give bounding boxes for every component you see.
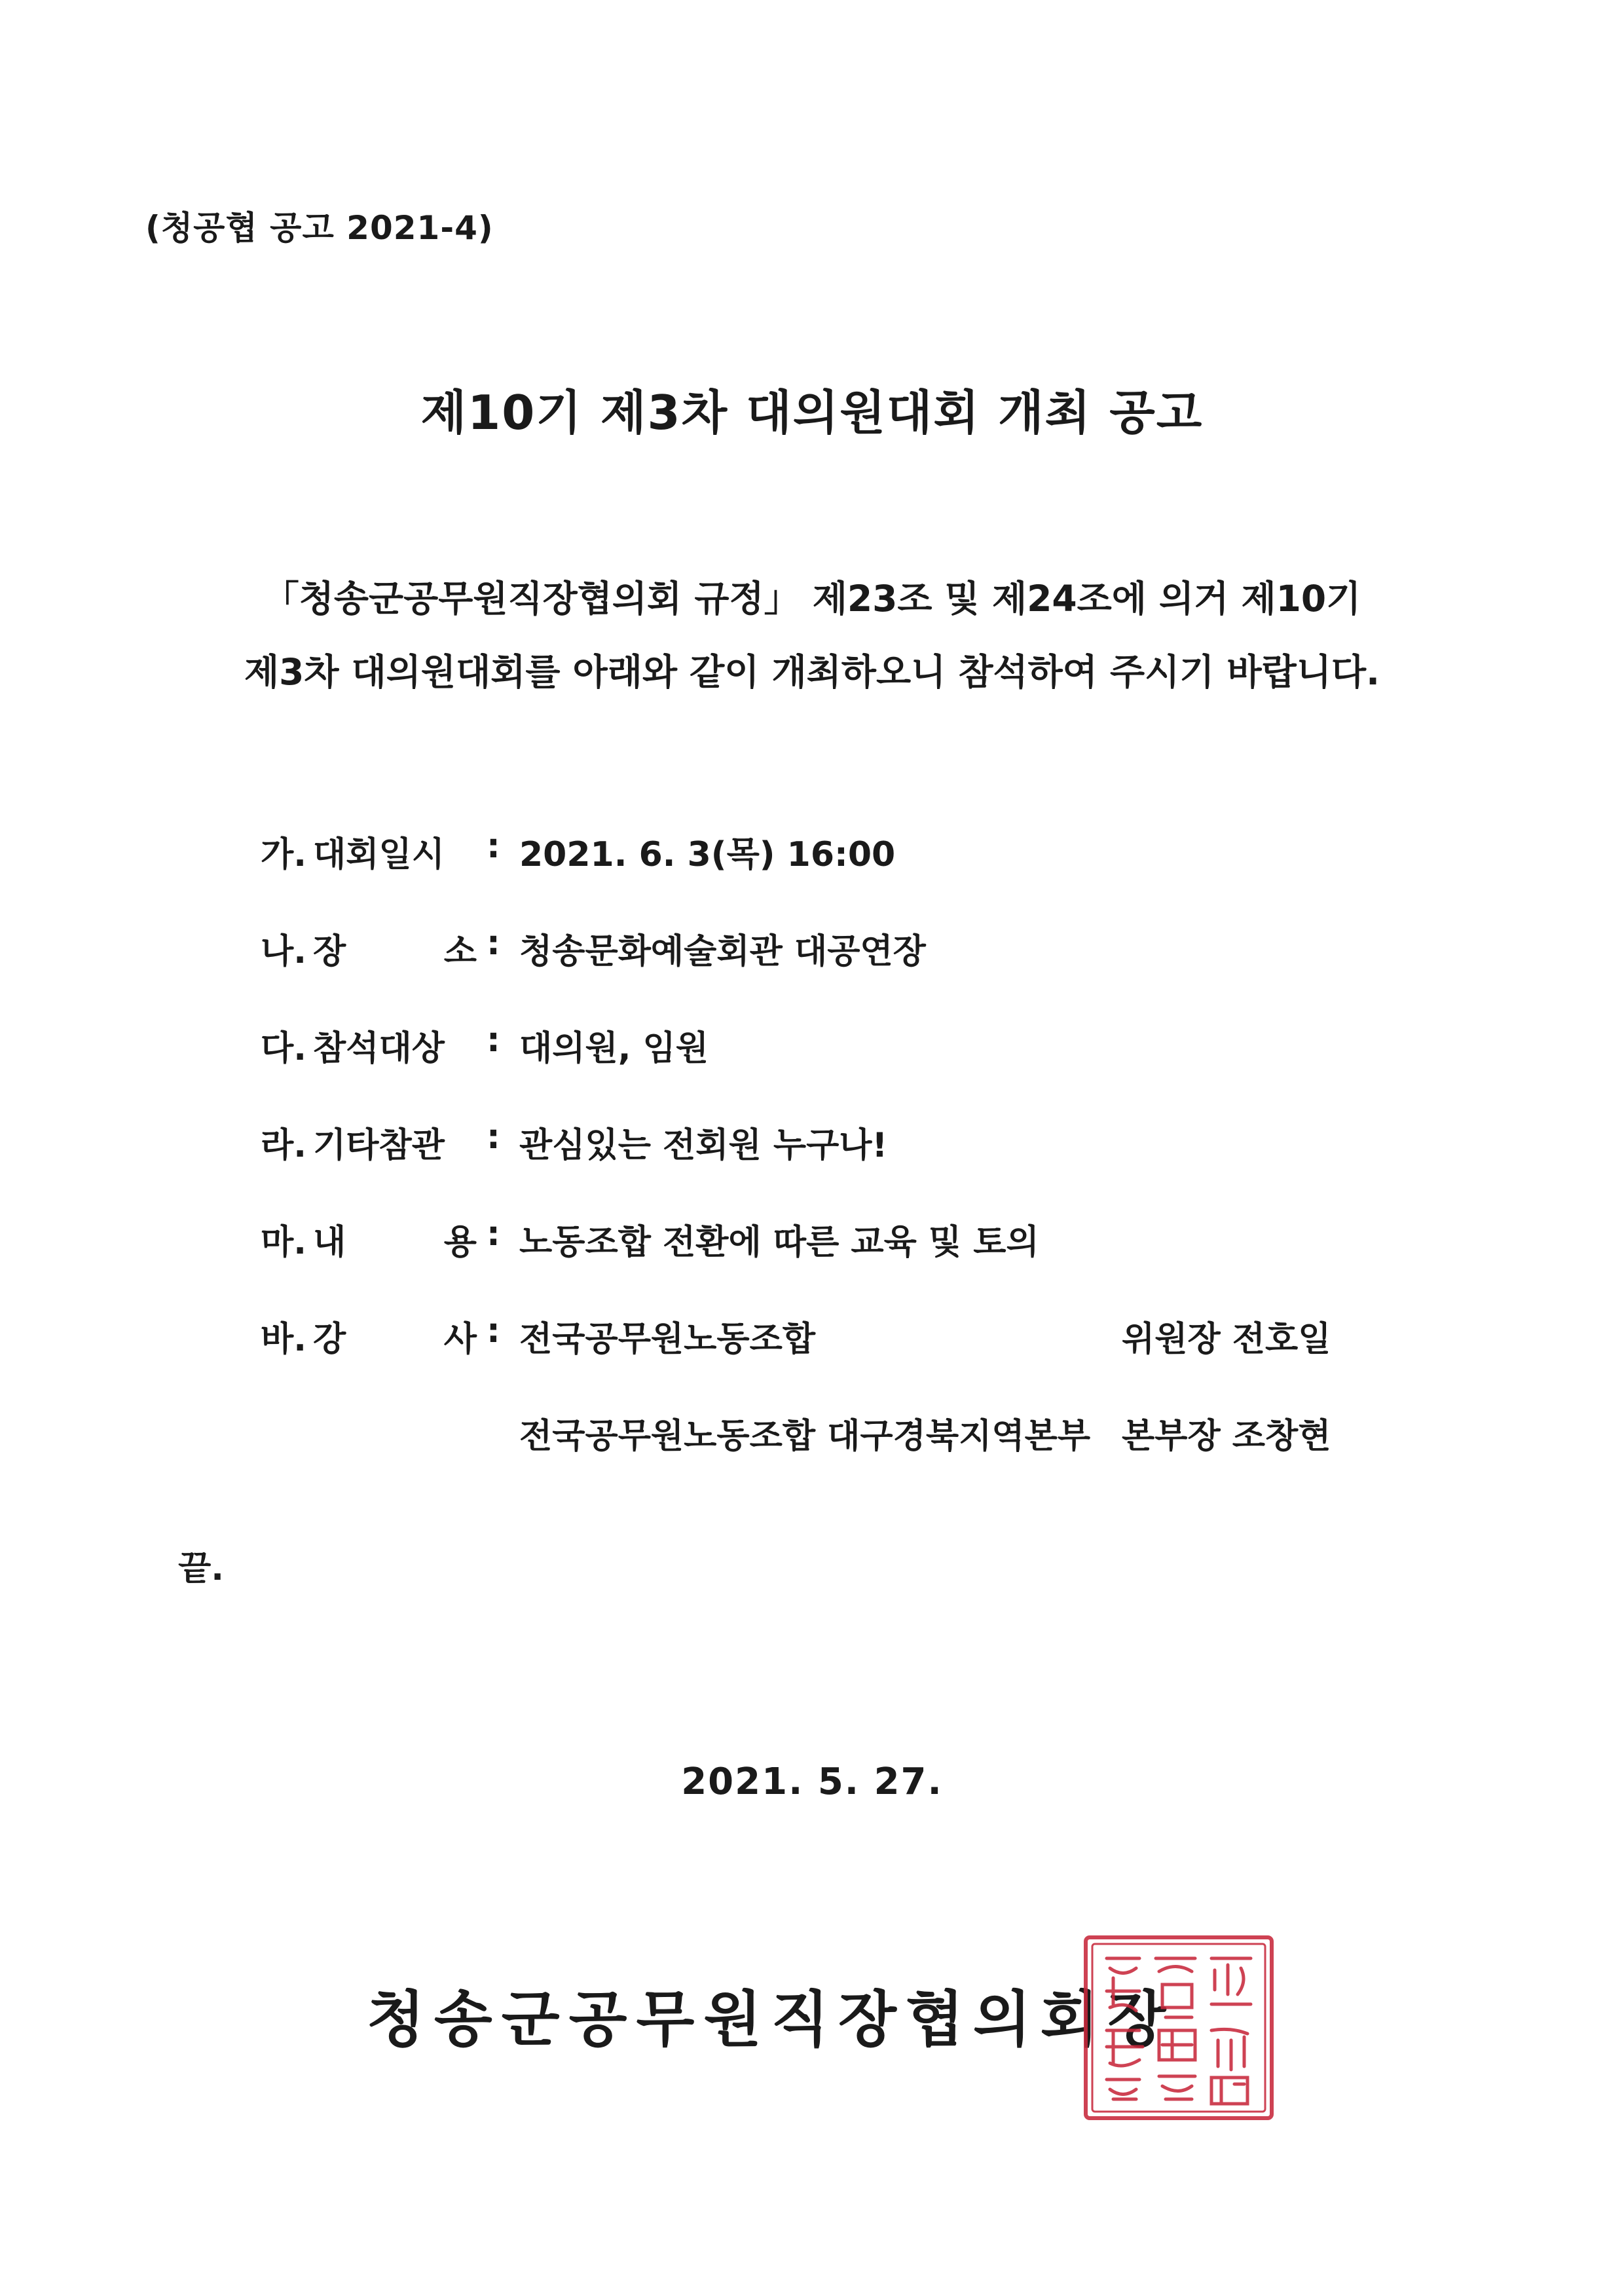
item-value: 대의원, 임원 [519, 1029, 709, 1068]
item-mark: 다. [261, 1029, 306, 1068]
list-item-attendees [261, 1020, 1452, 1066]
item-label: 대회일시 [313, 835, 445, 874]
item-value: 관심있는 전회원 누구나! [519, 1126, 888, 1165]
page-title: 제10기 제3차 대의원대회 개최 공고 [420, 385, 1204, 440]
item-mark: 마. [261, 1223, 306, 1262]
intro-line-2: 제3차 대의원대회를 아래와 같이 개최하오니 참석하여 주시기 바랍니다. [244, 651, 1380, 693]
item-mark: 나. [261, 932, 306, 971]
item-label-part: 사 [443, 1320, 477, 1359]
notice-number: (청공협 공고 2021-4) [145, 209, 494, 247]
list-item-lecturers [261, 1311, 1452, 1357]
item-colon: : [487, 1311, 500, 1351]
item-mark: 가. [261, 835, 306, 874]
item-colon: : [487, 827, 500, 866]
item-label [313, 1214, 477, 1263]
lecturer-org: 전국공무원노동조합 대구경북지역본부 [519, 1417, 1091, 1456]
list-item-place [261, 924, 1452, 969]
item-label [313, 1311, 477, 1360]
item-value: 2021. 6. 3(목) 16:00 [519, 835, 896, 874]
seal-inner-border [1092, 1944, 1265, 2112]
list-item-date [261, 827, 1452, 872]
item-colon: : [487, 1117, 500, 1157]
lecturer-name: 본부장 조창현 [1122, 1417, 1331, 1456]
item-label-part: 내 [313, 1223, 346, 1262]
item-label-part: 장 [313, 932, 346, 971]
list-item-content [261, 1214, 1452, 1260]
list-item-observers [261, 1117, 1452, 1163]
list-item-lecturer-2 [519, 1408, 1331, 1457]
issue-date: 2021. 5. 27. [681, 1761, 943, 1803]
intro-paragraph [131, 562, 1493, 709]
lecturer-name: 위원장 전호일 [1122, 1320, 1331, 1359]
item-label: 참석대상 [313, 1029, 445, 1068]
item-label-part: 소 [443, 932, 477, 971]
item-label-part: 강 [313, 1320, 346, 1359]
item-value: 노동조합 전환에 따른 교육 및 토의 [519, 1223, 1039, 1262]
item-mark: 바. [261, 1320, 306, 1359]
item-mark: 라. [261, 1126, 306, 1165]
issuer-name: 청송군공무원직장협의회장 [367, 1985, 1175, 2055]
end-mark: 끝. [178, 1549, 224, 1588]
item-label-part: 용 [443, 1223, 477, 1262]
official-seal-stamp [1080, 1932, 1277, 2123]
item-label [313, 924, 477, 973]
seal-script-marks [1107, 1958, 1251, 2104]
item-colon: : [487, 1214, 500, 1254]
intro-line-1: 「청송군공무원직장협의회 규정」 제23조 및 제24조에 의거 제10기 [263, 578, 1361, 620]
item-colon: : [487, 1020, 500, 1060]
item-value: 청송문화예술회관 대공연장 [519, 932, 926, 971]
item-label: 기타참관 [313, 1126, 445, 1165]
item-colon: : [487, 924, 500, 963]
lecturer-org: 전국공무원노동조합 [519, 1320, 816, 1359]
